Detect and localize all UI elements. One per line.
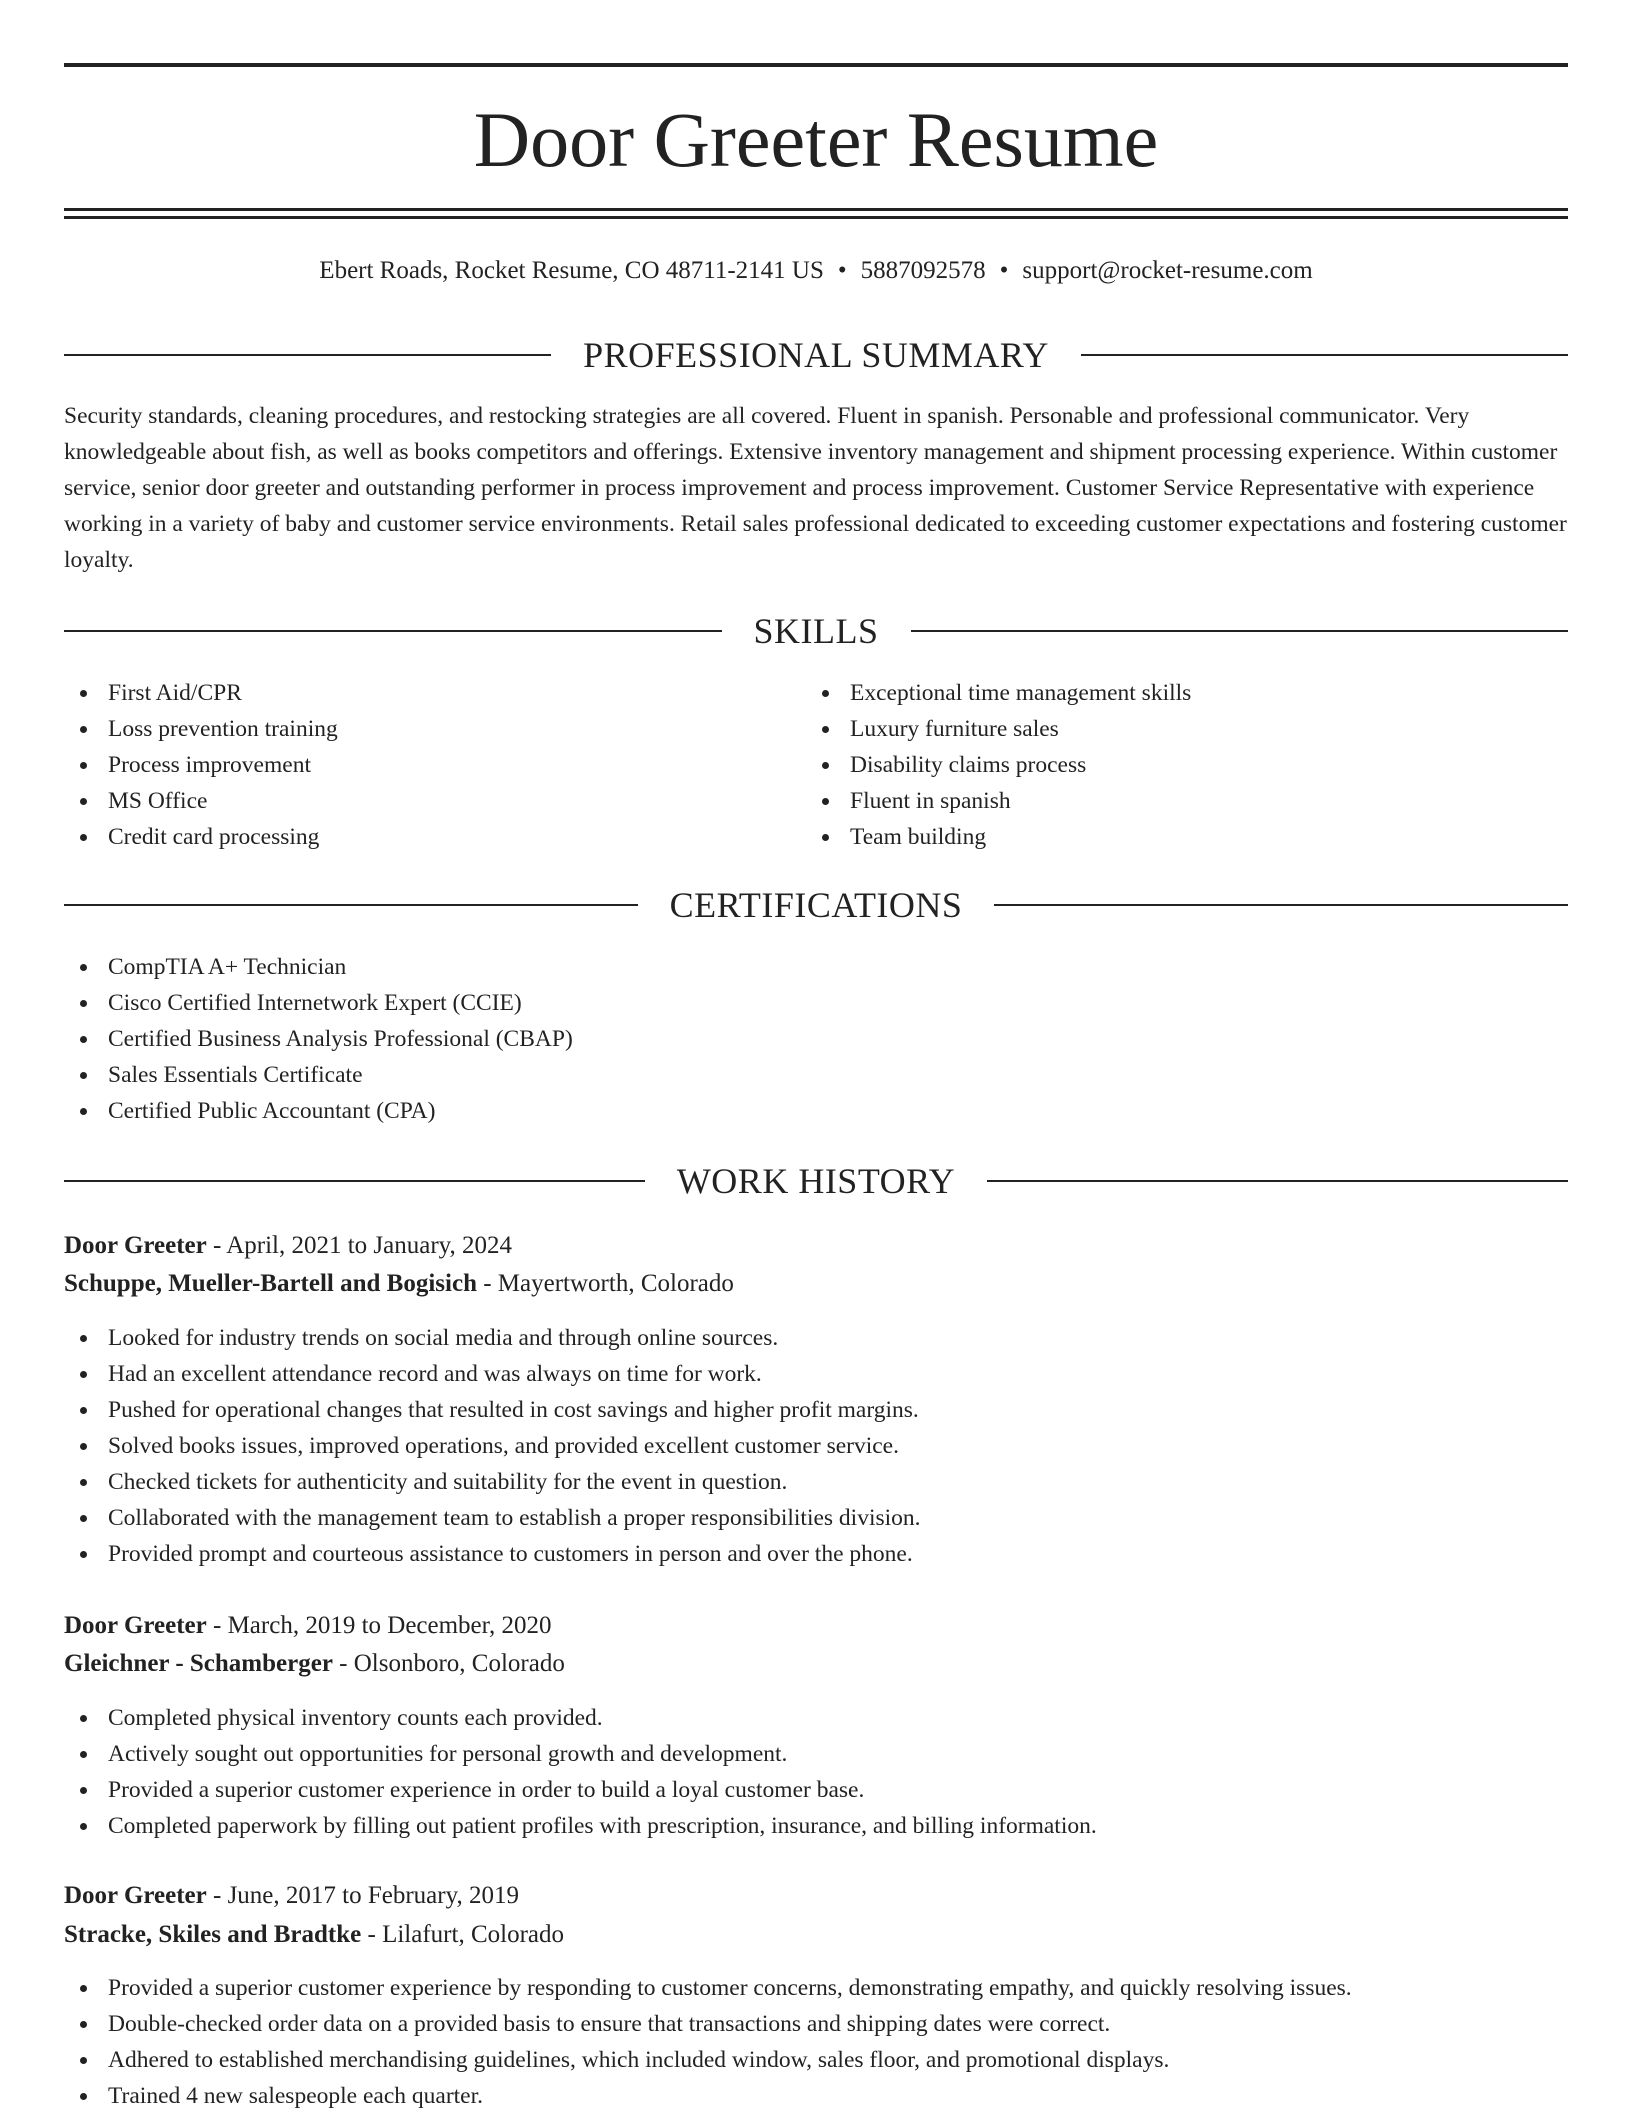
top-rule xyxy=(64,63,1568,67)
contact-phone: 5887092578 xyxy=(860,257,986,284)
heading-rule-right xyxy=(994,904,1568,906)
skill-item: Credit card processing xyxy=(64,819,338,855)
job-bullet: Adhered to established merchandising guidelines, which included window, sales floor, and promotional displays. xyxy=(64,2042,1352,2078)
summary-section-heading xyxy=(64,333,1568,377)
contact-email: support@rocket-resume.com xyxy=(1022,257,1313,284)
skill-item: First Aid/CPR xyxy=(64,675,338,711)
certification-item: Certified Business Analysis Professional (CBAP) xyxy=(64,1021,573,1057)
heading-rule-right xyxy=(1081,354,1568,356)
summary-heading-label: PROFESSIONAL SUMMARY xyxy=(583,335,1049,375)
contact-address: Ebert Roads, Rocket Resume, CO 48711-2141 US xyxy=(319,257,824,284)
heading-rule-right xyxy=(987,1180,1568,1182)
job-bullet: Completed paperwork by filling out patient profiles with prescription, insurance, and billing information. xyxy=(64,1808,1097,1844)
certifications-list xyxy=(64,949,573,1129)
title-rule-upper xyxy=(64,208,1568,211)
job-dates: - April, 2021 to January, 2024 xyxy=(213,1232,513,1259)
job-title: Door Greeter xyxy=(64,1232,207,1259)
job-title: Door Greeter xyxy=(64,1882,207,1909)
job-bullet: Double-checked order data on a provided basis to ensure that transactions and shipping dates were correct. xyxy=(64,2006,1352,2042)
heading-rule-right xyxy=(911,630,1569,632)
heading-rule-left xyxy=(64,904,638,906)
skill-item: Loss prevention training xyxy=(64,711,338,747)
contact-separator: • xyxy=(999,257,1009,284)
skill-item: Process improvement xyxy=(64,747,338,783)
job-bullet: Provided a superior customer experience by responding to customer concerns, demonstrating empathy, and quickly resolving issues. xyxy=(64,1970,1352,2006)
job-bullet: Trained 4 new salespeople each quarter. xyxy=(64,2078,1352,2114)
skills-heading-label: SKILLS xyxy=(753,611,879,651)
job-location: - Mayertworth, Colorado xyxy=(483,1270,734,1297)
skill-item: Fluent in spanish xyxy=(806,783,1191,819)
job-title: Door Greeter xyxy=(64,1612,207,1639)
skills-section-heading xyxy=(64,609,1568,653)
job-company: Schuppe, Mueller-Bartell and Bogisich xyxy=(64,1270,477,1297)
job-location: - Olsonboro, Colorado xyxy=(339,1650,565,1677)
job-dates: - June, 2017 to February, 2019 xyxy=(213,1882,519,1909)
heading-rule-left xyxy=(64,354,551,356)
job-bullet: Actively sought out opportunities for personal growth and development. xyxy=(64,1736,1097,1772)
contact-line xyxy=(64,254,1568,288)
job-location: - Lilafurt, Colorado xyxy=(367,1921,564,1948)
job-company-line xyxy=(64,1646,565,1682)
skills-list-right xyxy=(806,675,1191,855)
job-bullet: Solved books issues, improved operations, and provided excellent customer service. xyxy=(64,1428,921,1464)
title-rule-lower xyxy=(64,216,1568,219)
job-company: Gleichner - Schamberger xyxy=(64,1650,333,1677)
page-title: Door Greeter Resume xyxy=(473,96,1159,183)
skill-item: Exceptional time management skills xyxy=(806,675,1191,711)
skill-item: Team building xyxy=(806,819,1191,855)
heading-rule-left xyxy=(64,630,722,632)
job-company: Stracke, Skiles and Bradtke xyxy=(64,1921,362,1948)
job-title-line xyxy=(64,1878,519,1914)
skill-item: Luxury furniture sales xyxy=(806,711,1191,747)
job-dates: - March, 2019 to December, 2020 xyxy=(213,1612,552,1639)
work-heading-label: WORK HISTORY xyxy=(676,1161,956,1201)
job-bullets xyxy=(64,1700,1097,1844)
job-title-line xyxy=(64,1608,551,1644)
certification-item: Certified Public Accountant (CPA) xyxy=(64,1093,573,1129)
job-bullet: Had an excellent attendance record and was always on time for work. xyxy=(64,1356,921,1392)
job-bullet: Provided a superior customer experience in order to build a loyal customer base. xyxy=(64,1772,1097,1808)
certifications-section-heading xyxy=(64,883,1568,927)
summary-text: Security standards, cleaning procedures, and restocking strategies are all covered. Fluent in spanish. Personable and professional communicator. Very knowledgeable about fish, as well as books competitors and offerings. Extensive inventory management and shipment processing experience. Within customer service, senior door greeter and outstanding performer in process improvement and process improvement. Customer Service Representative with experience working in a variety of baby and customer service environments. Retail sales professional dedicated to exceeding customer expectations and fostering customer loyalty. xyxy=(64,403,1567,573)
job-bullet: Provided prompt and courteous assistance to customers in person and over the phone. xyxy=(64,1536,921,1572)
skills-list-left xyxy=(64,675,338,855)
skill-item: Disability claims process xyxy=(806,747,1191,783)
heading-rule-left xyxy=(64,1180,645,1182)
work-history-section-heading xyxy=(64,1159,1568,1203)
job-bullet: Looked for industry trends on social media and through online sources. xyxy=(64,1320,921,1356)
job-bullets xyxy=(64,1320,921,1572)
contact-separator: • xyxy=(837,257,847,284)
certification-item: Sales Essentials Certificate xyxy=(64,1057,573,1093)
skill-item: MS Office xyxy=(64,783,338,819)
job-title-line xyxy=(64,1228,512,1264)
job-bullets xyxy=(64,1970,1352,2114)
certifications-heading-label: CERTIFICATIONS xyxy=(669,885,963,925)
job-bullet: Completed physical inventory counts each provided. xyxy=(64,1700,1097,1736)
job-bullet: Checked tickets for authenticity and suitability for the event in question. xyxy=(64,1464,921,1500)
job-bullet: Collaborated with the management team to establish a proper responsibilities division. xyxy=(64,1500,921,1536)
job-company-line xyxy=(64,1917,564,1953)
job-bullet: Pushed for operational changes that resulted in cost savings and higher profit margins. xyxy=(64,1392,921,1428)
certification-item: Cisco Certified Internetwork Expert (CCIE) xyxy=(64,985,573,1021)
certification-item: CompTIA A+ Technician xyxy=(64,949,573,985)
job-company-line xyxy=(64,1266,734,1302)
